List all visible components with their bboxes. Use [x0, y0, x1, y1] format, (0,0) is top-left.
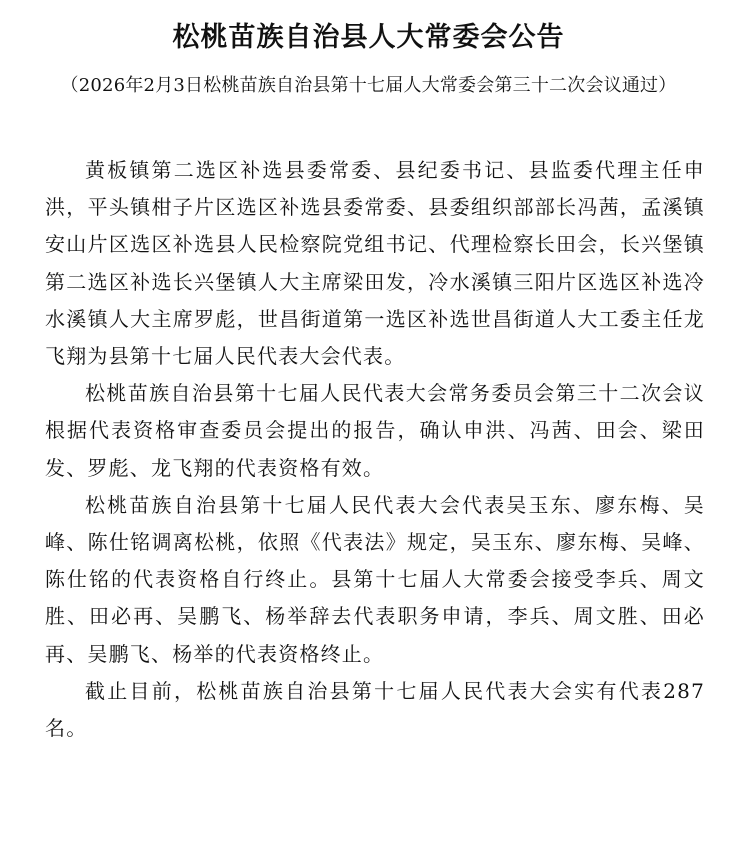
paragraph: 截止目前，松桃苗族自治县第十七届人民代表大会实有代表287名。 — [45, 678, 705, 741]
document-body — [45, 152, 705, 747]
document-title: 松桃苗族自治县人大常委会公告 — [172, 22, 565, 53]
paragraph: 黄板镇第二选区补选县委常委、县纪委书记、县监委代理主任申洪，平头镇柑子片区选区补选县委常委、县委组织部部长冯茜，孟溪镇安山片区选区补选县人民检察院党组书记、代理检察长田会，长兴堡镇第二选区补选长兴堡镇人大主席梁田发，冷水溪镇三阳片区选区补选冷水溪镇人大主席罗彪，世昌街道第一选区补选世昌街道人大工委主任龙飞翔为县第十七届人民代表大会代表。 — [45, 158, 705, 369]
paragraph: 松桃苗族自治县第十七届人民代表大会代表吴玉东、廖东梅、吴峰、陈仕铭调离松桃，依照《代表法》规定，吴玉东、廖东梅、吴峰、陈仕铭的代表资格自行终止。县第十七届人大常委会接受李兵、周文胜、田必再、吴鹏飞、杨举辞去代表职务申请，李兵、周文胜、田必再、吴鹏飞、杨举的代表资格终止。 — [45, 492, 705, 666]
paragraph: 松桃苗族自治县第十七届人民代表大会常务委员会第三十二次会议根据代表资格审查委员会提出的报告，确认申洪、冯茜、田会、梁田发、罗彪、龙飞翔的代表资格有效。 — [45, 381, 705, 480]
document-subtitle: （2026年2月3日松桃苗族自治县第十七届人大常委会第三十二次会议通过） — [60, 75, 677, 96]
